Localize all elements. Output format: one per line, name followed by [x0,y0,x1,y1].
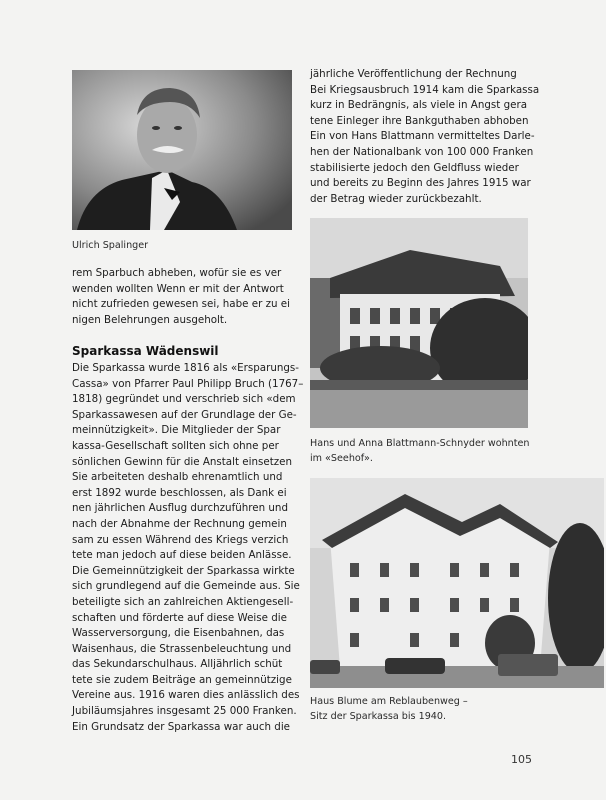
text-line: hen der Nationalbank von 100 000 Franken [310,145,534,158]
text-line: Sparkassawesen auf der Grundlage der Ge- [72,408,297,421]
text-line: der Betrag wieder zurückbezahlt. [310,192,482,205]
section-heading: Sparkassa Wädenswil [72,344,219,358]
text-line: tete man jedoch auf diese beiden Anlässe. [72,549,292,562]
reblaubenweg-caption [310,694,570,724]
text-line: das Sekundarschulhaus. Alljährlich schüt [72,658,283,671]
text-line: jährliche Veröffentlichung der Rechnung [310,68,517,80]
text-line: nicht zufrieden gewesen sei, habe er zu ei [72,298,290,311]
text-line: tete sie zudem Beiträge an gemeinnützige [72,673,292,686]
text-line: Die Sparkassa wurde 1816 als «Ersparungs- [72,362,299,374]
section-text [72,361,304,735]
text-line: stabilisierte jedoch den Geldfluss wieder [310,161,519,174]
caption-line: Hans und Anna Blattmann-Schnyder wohnten [310,438,530,449]
text-line: Die Gemeinnützigkeit der Sparkassa wirkte [72,564,295,577]
text-line: Cassa» von Pfarrer Paul Philipp Bruch (1767– [72,377,304,390]
text-line: Ein von Hans Blattmann vermitteltes Darle- [310,130,535,143]
text-line: Ein Grundsatz der Sparkassa war auch die [72,720,291,733]
right-column-text [310,67,540,207]
text-line: Jubiläumsjahres insgesamt 25 000 Franken. [72,705,297,718]
text-line: beteiligte sich an zahlreichen Aktiengesell- [72,595,294,608]
portrait-photo-icon [72,70,292,230]
building-photo-icon [310,218,528,428]
text-line: kurz in Bedrängnis, als viele in Angst gera [310,99,528,112]
text-line: und bereits zu Beginn des Jahres 1915 war [310,177,531,190]
text-line: nigen Belehrungen ausgeholt. [72,313,228,326]
text-line: kassa-Gesellschaft sollten sich ohne per [72,439,279,452]
text-line: Waisenhaus, die Strassenbeleuchtung und [72,642,292,655]
page-number: 105 [511,753,532,766]
caption-line: im «Seehof». [310,453,373,464]
seehof-caption [310,436,530,466]
portrait-photo [72,70,292,230]
reblaubenweg-photo [310,478,604,688]
text-line: sich grundlegend auf die Gemeinde aus. Sie [72,580,300,593]
text-line: Bei Kriegsausbruch 1914 kam die Sparkassa [310,83,540,96]
left-intro-text [72,266,294,328]
text-line: nen jährlichen Ausflug durchzuführen und [72,502,288,515]
portrait-caption: Ulrich Spalinger [72,240,149,251]
text-line: meinnützigkeit». Die Mitglieder der Spar [72,424,281,437]
text-line: Wasserversorgung, die Eisenbahnen, das [72,627,285,640]
text-line: rem Sparbuch abheben, wofür sie es ver [72,267,282,279]
text-line: nach der Abnahme der Rechnung gemein [72,517,287,530]
seehof-photo [310,218,528,428]
text-line: schaften und förderte auf diese Weise die [72,611,287,624]
text-line: sam zu essen Während des Kriegs verzich [72,533,289,546]
text-line: 1818) gegründet und verschrieb sich «dem [72,393,296,406]
caption-line: Haus Blume am Reblaubenweg – [310,696,468,707]
building-photo-icon [310,478,604,688]
caption-line: Sitz der Sparkassa bis 1940. [310,711,447,722]
text-line: Sie arbeiteten deshalb ehrenamtlich und [72,471,283,484]
text-line: sönlichen Gewinn für die Anstalt einsetzen [72,455,292,468]
text-line: wenden wollten Wenn er mit der Antwort [72,282,284,295]
text-line: tene Einleger ihre Bankguthaben abhoben [310,114,529,127]
text-line: Vereine aus. 1916 waren dies anlässlich des [72,689,300,702]
text-line: erst 1892 wurde beschlossen, als Dank ei [72,486,287,499]
